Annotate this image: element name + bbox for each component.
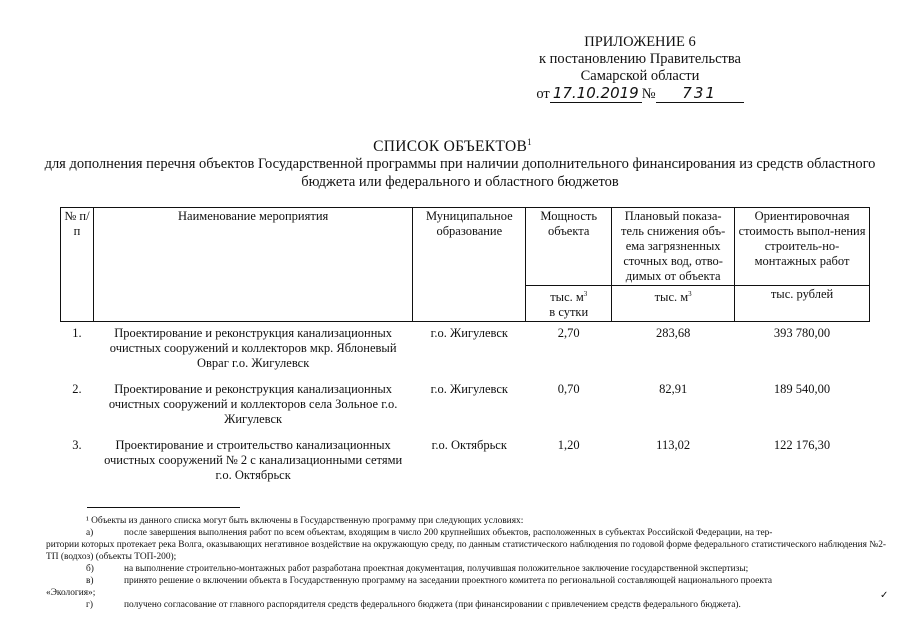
- row-cost: 393 780,00: [773, 326, 831, 341]
- table-row: [61, 378, 870, 434]
- row-capacity: 0,70: [557, 382, 580, 397]
- document-subtitle: для дополнения перечня объектов Государственной программы при наличии дополнительного финансирования из средств областного бюджета или федерального и областного бюджетов: [44, 156, 876, 190]
- row-cost: 189 540,00: [773, 382, 831, 397]
- row-municipality: г.о. Жигулевск: [430, 326, 508, 341]
- row-name: Проектирование и строительство канализационных очистных сооружений № 2 с канализационными сетями г.о. Октябрьск: [104, 438, 403, 483]
- row-municipality: г.о. Жигулевск: [430, 382, 508, 397]
- footnote-item: [46, 575, 886, 587]
- footnote-item: [46, 527, 886, 539]
- row-reduction: 82,91: [659, 382, 688, 397]
- row-reduction: 113,02: [656, 438, 691, 453]
- footnote-continuation: «Экология»;: [46, 588, 96, 598]
- footnote-label: б): [86, 564, 94, 574]
- header-municipality: Муниципальное образование: [413, 208, 526, 322]
- appendix-block: [520, 34, 760, 103]
- title-footnote-ref: 1: [527, 137, 532, 147]
- footnote-item: [46, 563, 886, 575]
- row-name: Проектирование и реконструкция канализационных очистных сооружений и коллекторов села Зольное г.о. Жигулевск: [108, 382, 398, 427]
- unit-capacity: тыс. $м^3$ в сутки: [526, 286, 612, 322]
- row-name: Проектирование и реконструкция канализационных очистных сооружений и коллекторов мкр. Яблоневый Овраг г.о. Жигулевск: [109, 326, 397, 371]
- row-cost: 122 176,30: [773, 438, 831, 453]
- footnote-label: а): [86, 528, 94, 538]
- footnote-continuation: ритории которых протекает река Волга, оказывающих негативное воздействие на окружающую среду, по данным статистического наблюдения по годовой форме федерального статистического наблюдения №2-ТП (водхоз) (объекты ТОП-200);: [46, 540, 886, 562]
- appendix-resolution: к постановлению Правительства: [539, 51, 741, 67]
- header-cost: Ориентировочная стоимость выпол-нения строитель-но-монтажных работ: [735, 208, 870, 286]
- unit-cost: тыс. рублей: [735, 286, 870, 322]
- row-number: 3.: [72, 438, 82, 453]
- footnote-text: на выполнение строительно-монтажных работ разработана проектная документация, получившая положительное заключение государственной экспертизы;: [124, 564, 749, 574]
- footnote-item: [46, 599, 886, 611]
- footnote-text: после завершения выполнения работ по всем объектам, входящим в число 200 крупнейших объектов, расположенных в субъектах Российской Федерации, на тер-: [124, 528, 773, 538]
- table-row: [61, 322, 870, 379]
- appendix-date-line: [520, 85, 760, 103]
- appendix-region: Самарской области: [580, 68, 700, 84]
- row-number: 1.: [72, 326, 82, 341]
- footnote-label: в): [86, 576, 94, 586]
- header-number: № п/п: [61, 208, 94, 322]
- table-row: [61, 434, 870, 490]
- appendix-number: ПРИЛОЖЕНИЕ 6: [584, 34, 696, 50]
- header-name: Наименование мероприятия: [93, 208, 412, 322]
- date-prefix: от: [536, 86, 550, 102]
- footnote-text: принято решение о включении объекта в Государственную программу на заседании проектного комитета по региональной составляющей национального проекта: [124, 576, 773, 586]
- header-reduction: Плановый показа-тель снижения объ-ема загрязненных сточных вод, отво-димых от объекта: [612, 208, 735, 286]
- number-prefix: №: [641, 86, 656, 102]
- row-number: 2.: [72, 382, 82, 397]
- footnote-divider: [87, 507, 240, 508]
- margin-mark: ✓: [880, 590, 889, 601]
- row-reduction: 283,68: [655, 326, 691, 341]
- row-municipality: г.о. Октябрьск: [431, 438, 507, 453]
- handwritten-number: 731: [656, 85, 744, 103]
- footnote-label: г): [86, 600, 93, 610]
- document-title: [0, 137, 905, 156]
- row-capacity: 2,70: [557, 326, 580, 341]
- title-text: СПИСОК ОБЪЕКТОВ: [373, 138, 528, 156]
- unit-reduction: тыс. $м^3$: [612, 286, 735, 322]
- footnotes: [46, 515, 889, 611]
- objects-table: [60, 207, 870, 490]
- table-header-row: [61, 208, 870, 286]
- footnote-text: получено согласование от главного распорядителя средств федерального бюджета (при финансировании с привлечением средств федерального бюджета).: [124, 600, 741, 610]
- handwritten-date: 17.10.2019: [550, 85, 642, 103]
- header-capacity: Мощность объекта: [526, 208, 612, 286]
- row-capacity: 1,20: [557, 438, 580, 453]
- footnote-intro: ¹ Объекты из данного списка могут быть включены в Государственную программу при следующих условиях:: [86, 516, 524, 526]
